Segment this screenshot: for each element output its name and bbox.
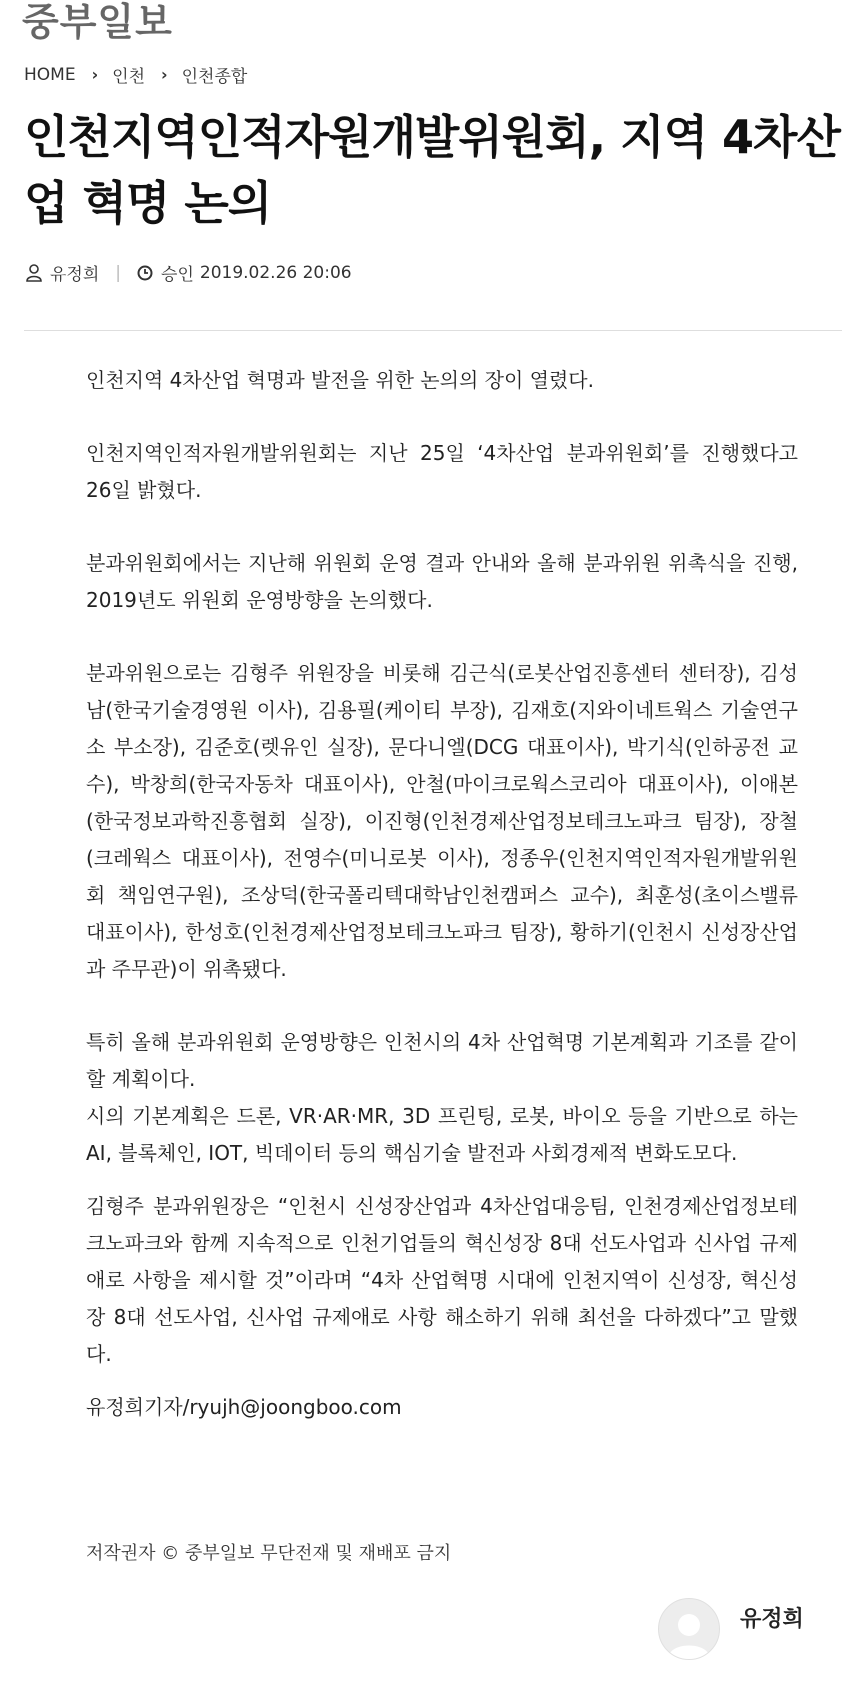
user-icon	[26, 264, 42, 282]
article-author[interactable]: 유정희	[50, 265, 100, 285]
article-meta	[26, 260, 352, 285]
article-paragraph: 김형주 분과위원장은 “인천시 신성장산업과 4차산업대응팀, 인천경제산업정보테크노파크와 함께 지속적으로 인천기업들의 혁신성장 8대 선도사업과 신사업 규제애로 사항을 제시할 것”이라며 “4차 산업혁명 시대에 인천지역이 신성장, 혁신성장 8대 선도사업, 신사업 규제애로 사항 해소하기 위해 최선을 다하겠다”고 말했다.	[86, 1194, 798, 1366]
meta-divider: |	[115, 262, 122, 283]
chevron-right-icon: ›	[161, 65, 168, 84]
breadcrumb	[24, 62, 247, 87]
clock-icon	[137, 265, 153, 281]
breadcrumb-incheon[interactable]: 인천	[112, 67, 146, 87]
copyright-notice: 저작권자 © 중부일보 무단전재 및 재배포 금지	[86, 1543, 452, 1564]
article-paragraph: 분과위원회에서는 지난해 위원회 운영 결과 안내와 올해 분과위원 위촉식을 진행, 2019년도 위원회 운영방향을 논의했다.	[86, 551, 798, 612]
default-avatar-icon[interactable]	[658, 1598, 720, 1660]
breadcrumb-home[interactable]: HOME	[24, 64, 76, 85]
article-paragraph: 인천지역 4차산업 혁명과 발전을 위한 논의의 장이 열렸다.	[86, 368, 594, 392]
article-paragraph: 인천지역인적자원개발위원회는 지난 25일 ‘4차산업 분과위원회’를 진행했다고 26일 밝혔다.	[86, 441, 798, 502]
chevron-right-icon: ›	[91, 65, 99, 84]
header-divider	[24, 330, 842, 331]
article-paragraph: 시의 기본계획은 드론, VR·AR·MR, 3D 프린팅, 로봇, 바이오 등을 기반으로 하는 AI, 블록체인, IOT, 빅데이터 등의 핵심기술 발전과 사회경제적 변화도모다.	[86, 1104, 798, 1165]
reporter-email[interactable]: 유정희기자/ryujh@joongboo.com	[86, 1395, 402, 1419]
approved-label: 승인	[161, 265, 194, 285]
author-name[interactable]: 유정희	[740, 1606, 804, 1632]
article-body	[86, 362, 798, 1426]
article-datetime: 2019.02.26 20:06	[199, 262, 352, 283]
article-headline: 인천지역인적자원개발위원회, 지역 4차산업 혁명 논의	[24, 110, 840, 230]
author-box[interactable]	[658, 1598, 804, 1660]
site-logo[interactable]: 중부일보	[22, 0, 173, 44]
article-paragraph: 분과위원으로는 김형주 위원장을 비롯해 김근식(로봇산업진흥센터 센터장), 김성남(한국기술경영원 이사), 김용필(케이티 부장), 김재호(지와이네트웍스 기술연구소 부소장), 김준호(렛유인 실장), 문다니엘(DCG 대표이사), 박기식(인하공전 교수), 박창희(한국자동차 대표이사), 안철(마이크로웍스코리아 대표이사), 이애본(한국정보과학진흥협회 실장), 이진형(인천경제산업정보테크노파크 팀장), 장철(크레웍스 대표이사), 전영수(미니로봇 이사), 정종우(인천지역인적자원개발위원회 책임연구원), 조상덕(한국폴리텍대학남인천캠퍼스 교수), 최훈성(초이스밸류 대표이사), 한성호(인천경제산업정보테크노파크 팀장), 황하기(인천시 신성장산업과 주무관)이 위촉됐다.	[86, 661, 798, 981]
breadcrumb-incheon-general[interactable]: 인천종합	[181, 67, 248, 87]
article-paragraph: 특히 올해 분과위원회 운영방향은 인천시의 4차 산업혁명 기본계획과 기조를 같이할 계획이다.	[86, 1030, 798, 1091]
